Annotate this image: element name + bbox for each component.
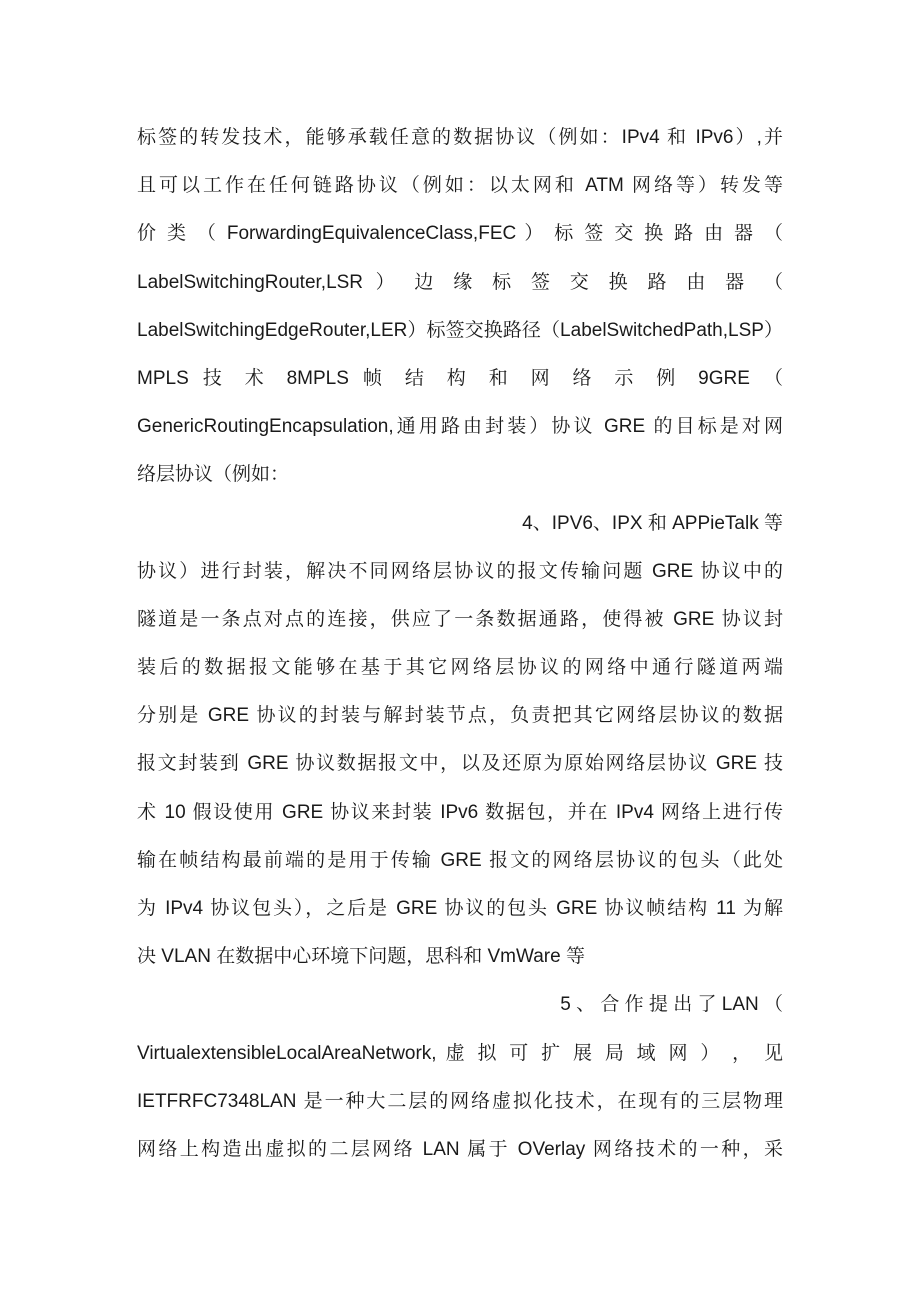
text-line: 报文封装到 GRE 协议数据报文中，以及还原为原始网络层协议 GRE 技: [137, 753, 783, 775]
text-line: VirtualextensibleLocalAreaNetwork, 虚 拟 可 扩 展 局 域 网 ） ， 见: [137, 1042, 783, 1064]
text-line: 标签的转发技术，能够承载任意的数据协议（例如：IPv4 和 IPv6）,并: [137, 127, 783, 148]
text-line: 4、IPV6、IPX 和 APPieTalk 等: [522, 512, 783, 534]
text-line: 协议）进行封装，解决不同网络层协议的报文传输问题 GRE 协议中的: [137, 560, 783, 582]
document-body: [137, 114, 783, 1174]
text-line: 为 IPv4 协议包头），之后是 GRE 协议的包头 GRE 协议帧结构 11 为解: [137, 898, 783, 919]
text-line: LabelSwitchingEdgeRouter,LER）标签交换路径（LabelSwitchedPath,LSP）: [137, 319, 783, 341]
text-line: 网络上构造出虚拟的二层网络 LAN 属于 OVerlay 网络技术的一种，采: [137, 1138, 783, 1160]
text-line: 价 类 （ ForwardingEquivalenceClass,FEC ） 标 签 交 换 路 由 器 （: [137, 223, 783, 245]
text-line: 分别是 GRE 协议的封装与解封装节点，负责把其它网络层协议的数据: [137, 705, 783, 727]
text-line: IETFRFC7348LAN 是一种大二层的网络虚拟化技术，在现有的三层物理: [137, 1090, 783, 1112]
text-line: GenericRoutingEncapsulation,通用路由封装）协议 GRE 的目标是对网: [137, 416, 783, 438]
text-line: 络层协议（例如：: [137, 464, 290, 486]
text-line: 且可以工作在任何链路协议（例如：以太网和 ATM 网络等）转发等: [137, 175, 783, 197]
text-line: 装后的数据报文能够在基于其它网络层协议的网络中通行隧道两端: [137, 657, 783, 679]
text-line: 5 、 合 作 提 出 了 LAN （: [560, 994, 783, 1016]
text-line: LabelSwitchingRouter,LSR ） 边 缘 标 签 交 换 路 由 器 （: [137, 271, 783, 293]
text-line: 隧道是一条点对点的连接，供应了一条数据通路，使得被 GRE 协议封: [137, 608, 783, 630]
text-line: 决 VLAN 在数据中心环境下问题，思科和 VmWare 等: [137, 946, 585, 968]
text-line: 输在帧结构最前端的是用于传输 GRE 报文的网络层协议的包头（此处: [137, 849, 783, 871]
text-line: 术 10 假设使用 GRE 协议来封装 IPv6 数据包，并在 IPv4 网络上进行传: [137, 801, 783, 823]
text-line: MPLS 技 术 8MPLS 帧 结 构 和 网 络 示 例 9GRE （: [137, 367, 783, 389]
